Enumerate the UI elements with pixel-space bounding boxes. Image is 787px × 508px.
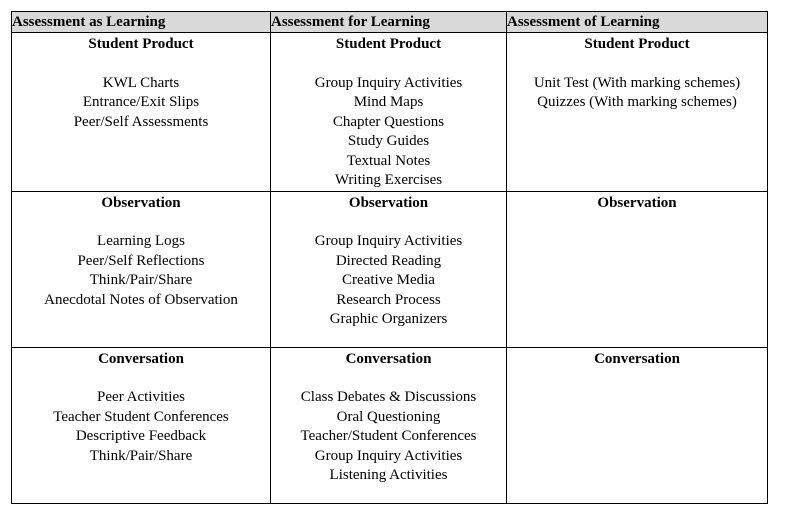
list-item: Peer Activities bbox=[97, 389, 185, 405]
list-item: Teacher Student Conferences bbox=[53, 408, 229, 425]
cell-as-learning bbox=[12, 347, 271, 503]
cell-of-learning bbox=[507, 33, 768, 192]
list-item: Quizzes (With marking schemes) bbox=[537, 94, 737, 110]
cell-item-list bbox=[12, 232, 270, 310]
list-item: Learning Logs bbox=[97, 233, 185, 249]
cell-item-list bbox=[507, 74, 767, 113]
cell-item-list bbox=[12, 388, 270, 466]
list-item: Mind Maps bbox=[353, 94, 424, 110]
list-item: Peer/Self Reflections bbox=[77, 252, 205, 269]
list-item: Writing Exercises bbox=[334, 172, 443, 188]
list-item: Group Inquiry Activities bbox=[314, 74, 463, 91]
list-item: Class Debates & Discussions bbox=[300, 389, 477, 405]
cell-for-learning bbox=[271, 33, 507, 192]
cell-title: Student Product bbox=[88, 36, 194, 52]
cell-title: Student Product bbox=[335, 36, 442, 52]
cell-title: Observation bbox=[348, 194, 429, 211]
header-row bbox=[12, 12, 768, 33]
conversation-row bbox=[12, 347, 768, 503]
list-item: Study Guides bbox=[347, 133, 430, 149]
column-header-of-learning: Assessment of Learning bbox=[507, 12, 768, 33]
cell-of-learning bbox=[507, 347, 768, 503]
cell-title: Observation bbox=[597, 194, 677, 211]
list-item: Listening Activities bbox=[329, 467, 448, 483]
cell-item-list bbox=[271, 74, 506, 191]
cell-title: Conversation bbox=[345, 350, 432, 367]
assessment-table bbox=[11, 11, 768, 504]
list-item: Graphic Organizers bbox=[329, 311, 448, 327]
cell-item-list bbox=[12, 74, 270, 133]
cell-as-learning bbox=[12, 33, 271, 192]
cell-for-learning bbox=[271, 191, 507, 347]
list-item: Entrance/Exit Slips bbox=[82, 94, 200, 110]
list-item: KWL Charts bbox=[102, 74, 180, 91]
cell-for-learning bbox=[271, 347, 507, 503]
column-header-for-learning: Assessment for Learning bbox=[271, 12, 507, 33]
list-item: Think/Pair/Share bbox=[89, 272, 193, 288]
list-item: Group Inquiry Activities bbox=[314, 233, 463, 249]
list-item: Teacher/Student Conferences bbox=[300, 428, 477, 444]
column-header-as-learning: Assessment as Learning bbox=[12, 12, 271, 33]
list-item: Creative Media bbox=[342, 272, 435, 288]
list-item: Directed Reading bbox=[335, 252, 442, 269]
cell-title: Student Product bbox=[584, 36, 690, 52]
cell-as-learning bbox=[12, 191, 271, 347]
list-item: Oral Questioning bbox=[336, 408, 441, 425]
list-item: Think/Pair/Share bbox=[89, 447, 193, 464]
cell-title: Observation bbox=[101, 194, 181, 211]
cell-item-list bbox=[271, 388, 506, 486]
list-item: Peer/Self Assessments bbox=[73, 113, 209, 130]
observation-row bbox=[12, 191, 768, 347]
list-item: Textual Notes bbox=[346, 152, 431, 169]
cell-title: Conversation bbox=[98, 350, 184, 367]
list-item: Group Inquiry Activities bbox=[314, 447, 463, 464]
list-item: Anecdotal Notes of Observation bbox=[44, 291, 238, 308]
list-item: Unit Test (With marking schemes) bbox=[533, 74, 741, 91]
list-item: Chapter Questions bbox=[332, 113, 445, 130]
list-item: Descriptive Feedback bbox=[75, 428, 207, 444]
cell-item-list bbox=[271, 232, 506, 330]
cell-title: Conversation bbox=[594, 350, 680, 367]
list-item: Research Process bbox=[336, 291, 441, 308]
cell-of-learning bbox=[507, 191, 768, 347]
student-product-row bbox=[12, 33, 768, 192]
